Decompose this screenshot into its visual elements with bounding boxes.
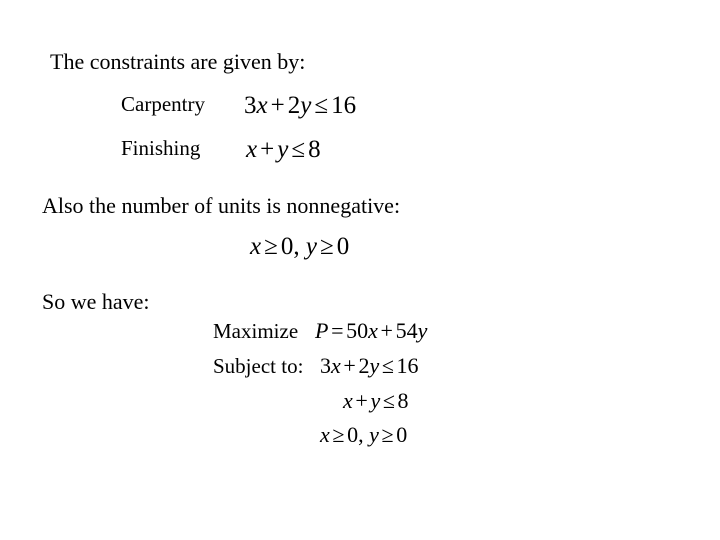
- math-number: 0,: [280, 233, 300, 260]
- objective-function: [315, 320, 427, 342]
- math-number: 54: [395, 318, 418, 343]
- math-operator: ≤: [382, 388, 395, 413]
- nonnegative-inequality: [250, 234, 349, 259]
- so-we-have-text: So we have:: [42, 289, 150, 314]
- math-number: 3: [320, 353, 331, 378]
- math-number: 8: [397, 388, 409, 413]
- math-variable: x: [250, 233, 262, 260]
- math-number: 3: [244, 92, 257, 119]
- math-variable: y: [417, 318, 428, 343]
- lp-constraint-finishing: [343, 390, 409, 412]
- heading: The constraints are given by:: [50, 49, 306, 74]
- math-variable: y: [369, 422, 379, 447]
- math-variable: x: [343, 388, 353, 413]
- math-operator: ≤: [291, 136, 306, 163]
- carpentry-label: Carpentry: [121, 92, 205, 116]
- math-variable: y: [369, 353, 380, 378]
- math-operator: +: [270, 92, 285, 119]
- math-number: 0: [336, 233, 350, 260]
- subject-to-label: Subject to:: [213, 354, 304, 378]
- math-operator: ≥: [381, 422, 394, 447]
- math-operator: +: [343, 353, 356, 378]
- math-operator: =: [331, 318, 344, 343]
- math-variable: x: [368, 318, 378, 343]
- maximize-label: Maximize: [213, 319, 299, 343]
- carpentry-inequality: [244, 93, 356, 118]
- math-operator: ≥: [264, 233, 278, 260]
- finishing-label: Finishing: [121, 136, 201, 160]
- math-operator: ≤: [381, 353, 394, 378]
- math-operator: +: [260, 136, 275, 163]
- math-operator: ≥: [319, 233, 334, 260]
- math-number: 2: [287, 92, 301, 119]
- math-number: 8: [308, 136, 321, 163]
- math-operator: +: [380, 318, 393, 343]
- math-variable: x: [331, 353, 341, 378]
- lp-constraint-carpentry: [320, 355, 419, 377]
- math-variable: x: [320, 422, 330, 447]
- math-variable: y: [277, 136, 289, 163]
- math-operator: ≤: [314, 92, 329, 119]
- math-variable: y: [370, 388, 381, 413]
- math-number: 50: [346, 318, 369, 343]
- math-number: 16: [331, 92, 357, 119]
- math-variable: y: [305, 233, 317, 260]
- nonnegative-statement: Also the number of units is nonnegative:: [42, 193, 401, 218]
- math-number: 0,: [347, 422, 364, 447]
- math-number: 0: [396, 422, 408, 447]
- math-number: 2: [358, 353, 370, 378]
- math-number: 16: [396, 353, 419, 378]
- math-variable: P: [315, 318, 329, 343]
- finishing-inequality: [246, 137, 321, 162]
- math-variable: x: [256, 92, 268, 119]
- math-variable: y: [300, 92, 312, 119]
- math-operator: ≥: [332, 422, 345, 447]
- math-variable: x: [246, 136, 258, 163]
- lp-constraint-nonnegative: [320, 424, 407, 446]
- math-operator: +: [355, 388, 368, 413]
